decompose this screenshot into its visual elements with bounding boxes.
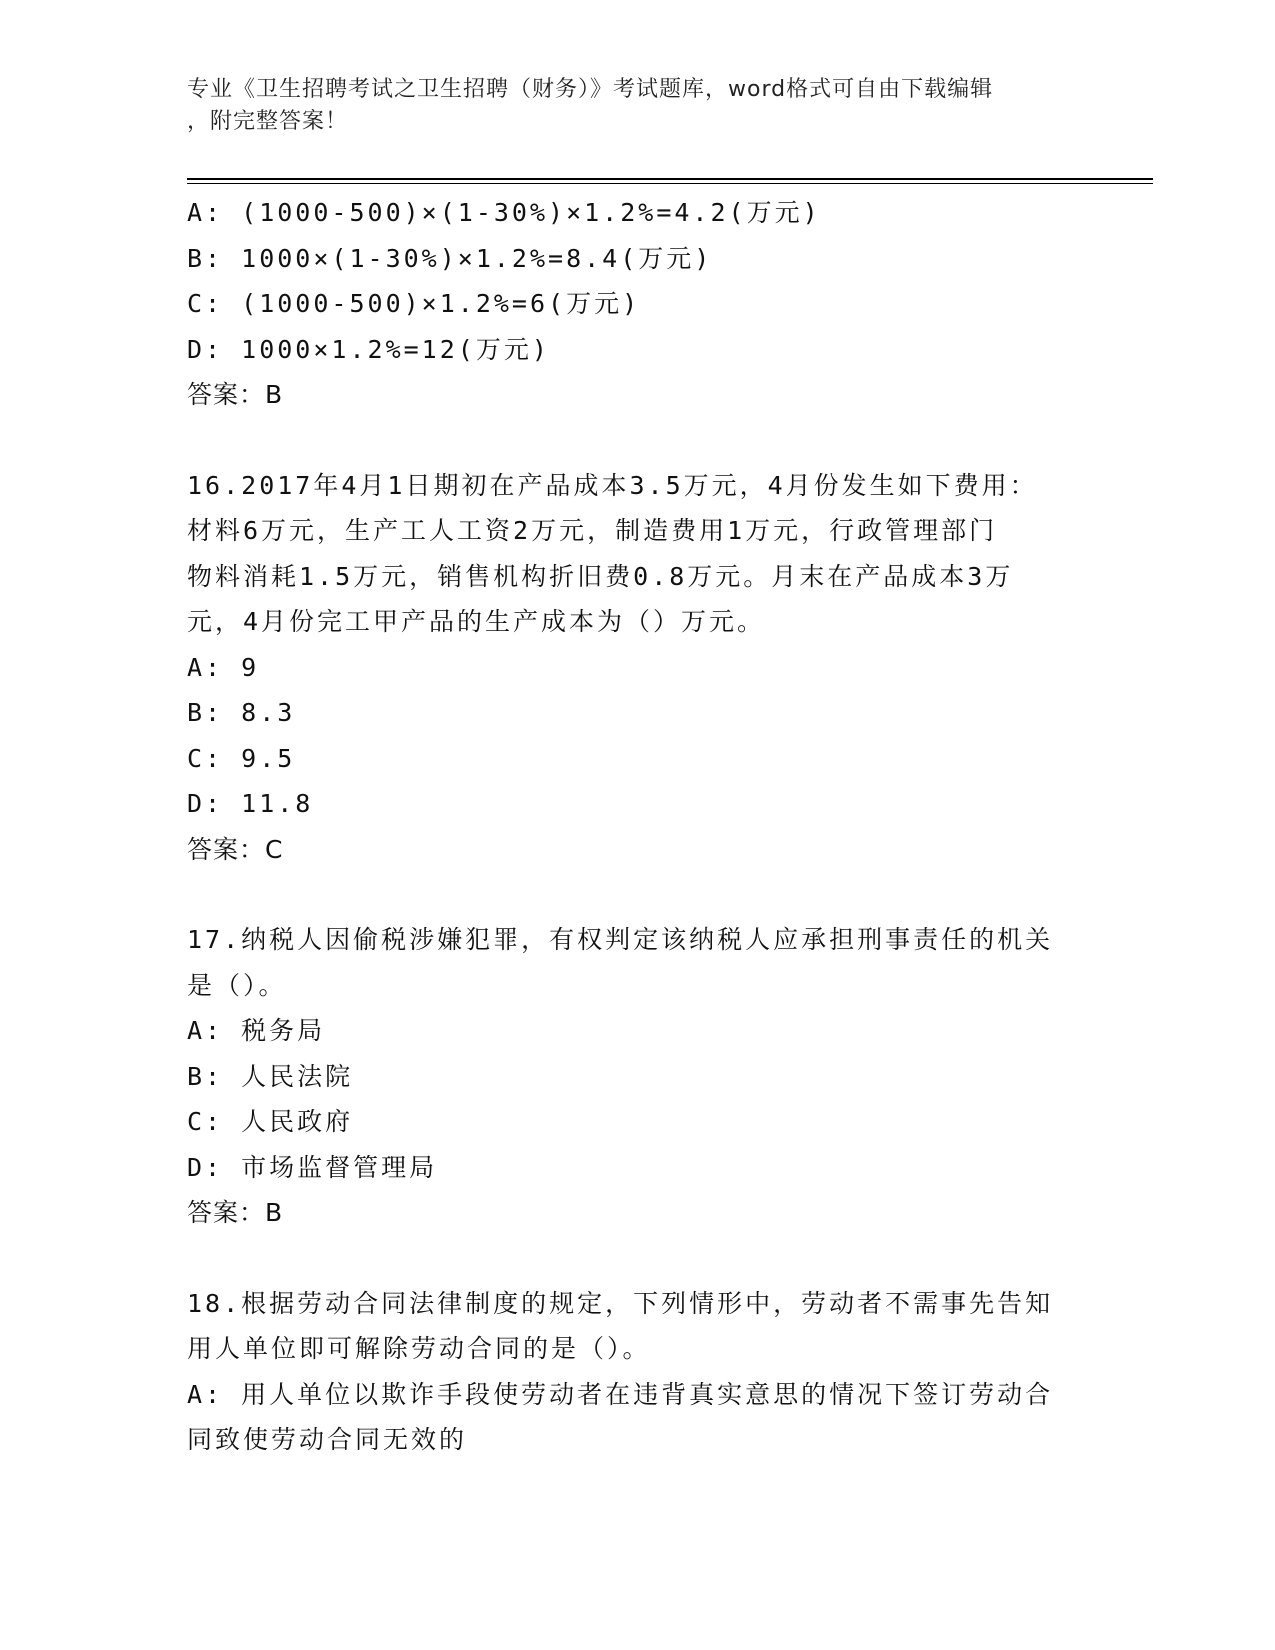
- option-b: B: 人民法院: [187, 1061, 354, 1091]
- question-stem-line: 元，4月份完工甲产品的生产成本为（）万元。: [187, 607, 766, 636]
- header-line-2: ，附完整答案！: [187, 109, 349, 134]
- option-d: D: 11.8: [187, 789, 314, 818]
- question-stem-line: 用人单位即可解除劳动合同的是（）。: [187, 1334, 651, 1363]
- option-c: C: 人民政府: [187, 1107, 354, 1136]
- option-a: A: 用人单位以欺诈手段使劳动者在违背真实意思的情况下签订劳动合: [187, 1379, 1054, 1409]
- option-c: C: 9.5: [187, 743, 296, 773]
- question-stem-line: 材料6万元，生产工人工资2万元，制造费用1万元，行政管理部门: [187, 516, 998, 545]
- answer: 答案：C: [187, 834, 284, 864]
- document-header: [187, 74, 1087, 138]
- option-d: D: 1000×1.2%=12(万元): [187, 334, 550, 364]
- header-line-1: 专业《卫生招聘考试之卫生招聘（财务）》考试题库，word格式可自由下载编辑: [187, 77, 994, 102]
- question-18: [187, 1281, 1087, 1463]
- spacer: [187, 872, 1087, 917]
- question-list: [187, 190, 1087, 1463]
- question-16: [187, 463, 1087, 873]
- question-15: [187, 190, 1087, 418]
- option-a: A: (1000-500)×(1-30%)×1.2%=4.2(万元): [187, 198, 821, 227]
- spacer: [187, 1236, 1087, 1281]
- option-b: B: 8.3: [187, 698, 296, 727]
- question-stem-line: 16.2017年4月1日期初在产品成本3.5万元，4月份发生如下费用：: [187, 470, 1038, 500]
- option-a: A: 税务局: [187, 1016, 326, 1045]
- option-a-continued: 同致使劳动合同无效的: [187, 1425, 468, 1454]
- question-stem-line: 18.根据劳动合同法律制度的规定，下列情形中，劳动者不需事先告知: [187, 1288, 1054, 1318]
- spacer: [187, 418, 1087, 463]
- question-stem-line: 是（）。: [187, 970, 287, 1000]
- header-divider-thick: [187, 178, 1153, 180]
- header-divider-thin: [187, 183, 1153, 184]
- answer: 答案：B: [187, 380, 284, 409]
- question-17: [187, 917, 1087, 1236]
- question-stem-line: 17.纳税人因偷税涉嫌犯罪，有权判定该纳税人应承担刑事责任的机关: [187, 925, 1054, 954]
- answer: 答案：B: [187, 1198, 284, 1227]
- option-a: A: 9: [187, 652, 260, 682]
- option-b: B: 1000×(1-30%)×1.2%=8.4(万元): [187, 243, 713, 273]
- option-d: D: 市场监督管理局: [187, 1152, 438, 1182]
- question-stem-line: 物料消耗1.5万元，销售机构折旧费0.8万元。月末在产品成本3万: [187, 561, 1014, 591]
- option-c: C: (1000-500)×1.2%=6(万元): [187, 289, 641, 318]
